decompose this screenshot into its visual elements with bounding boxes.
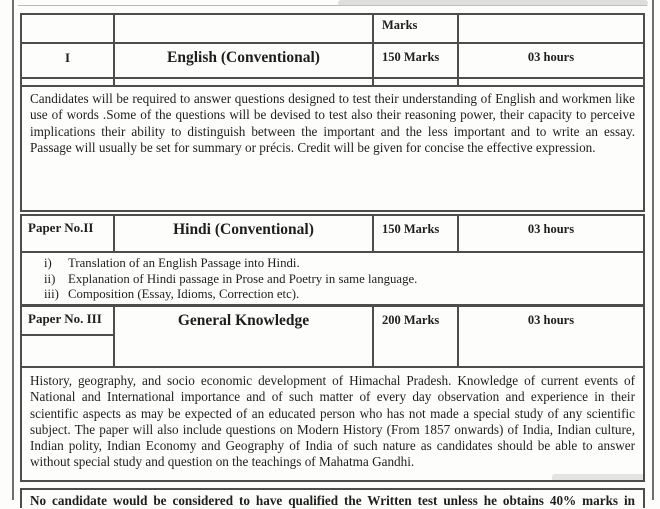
english-description-box — [20, 85, 645, 212]
list-item — [22, 272, 643, 288]
table-row-general-knowledge — [20, 304, 645, 368]
marks-value: 200 Marks — [374, 307, 459, 366]
subject-name: General Knowledge — [115, 307, 374, 366]
paper-number-cell — [22, 307, 115, 366]
table-row-english — [20, 42, 645, 79]
header-cell-marks: Marks — [374, 15, 459, 42]
marks-value: 150 Marks — [374, 44, 459, 77]
gk-description-box — [20, 366, 645, 482]
gk-description-text: History, geography, and socio economic development of Himachal Pradesh. Knowledge of current events of National and International importance and of such matter of every day observation and experience in their scientific aspects as may be expected of an educated person who has not made a special study of any scientific subject. The paper will also include questions on Modern History (From 1857 onwards) of India, Indian culture, Indian polity, Indian Economy and Geography of India of such nature as candidates should be able to answer without special study and question on the teachings of Mahatma Gandhi. — [30, 373, 635, 470]
paper-number: Paper No. III — [22, 307, 113, 336]
duration-value: 03 hours — [527, 50, 575, 64]
subject-name: Hindi (Conventional) — [115, 216, 374, 251]
page-border-right — [652, 0, 654, 500]
subject-name: English (Conventional) — [115, 44, 374, 77]
marks-value: 150 Marks — [374, 216, 459, 251]
table-header-row — [20, 13, 645, 44]
header-cell-duration — [459, 15, 643, 42]
scan-smudge-top — [338, 0, 648, 6]
paper-number: Paper No.II — [22, 216, 115, 251]
paper-number: I — [22, 44, 115, 77]
list-item-text: Composition (Essay, Idioms, Correction etc). — [68, 287, 300, 302]
qualifying-note-box — [20, 488, 645, 508]
duration-value: 03 hours — [527, 222, 575, 236]
qualifying-note-text: No candidate would be considered to have qualified the Written test unless he obtains 40% marks in — [30, 493, 635, 508]
english-description-text: Candidates will be required to answer questions designed to test their understanding of English and workmen like use of words .Some of the questions will be devised to test also their reasoning power, their capacity to perceive implications their ability to distinguish between the important and the less important and to write an essay. Passage will usually be set for summary or précis. Credit will be given for concise the effective expression. — [30, 91, 635, 155]
duration-value: 03 hours — [527, 313, 575, 327]
table-row-hindi — [20, 214, 645, 253]
list-item-text: Explanation of Hindi passage in Prose and Poetry in same language. — [68, 271, 418, 286]
list-item — [22, 256, 643, 272]
header-cell-subject — [115, 15, 374, 42]
list-item-text: Translation of an English Passage into Hindi. — [68, 256, 300, 270]
list-item — [22, 287, 643, 303]
page-border-left — [12, 0, 14, 500]
header-cell-paper — [22, 15, 115, 42]
list-item-numeral: iii) — [44, 287, 59, 302]
list-item-numeral: ii) — [44, 271, 56, 286]
list-item-numeral: i) — [44, 256, 52, 270]
hindi-syllabus-box — [20, 251, 645, 306]
